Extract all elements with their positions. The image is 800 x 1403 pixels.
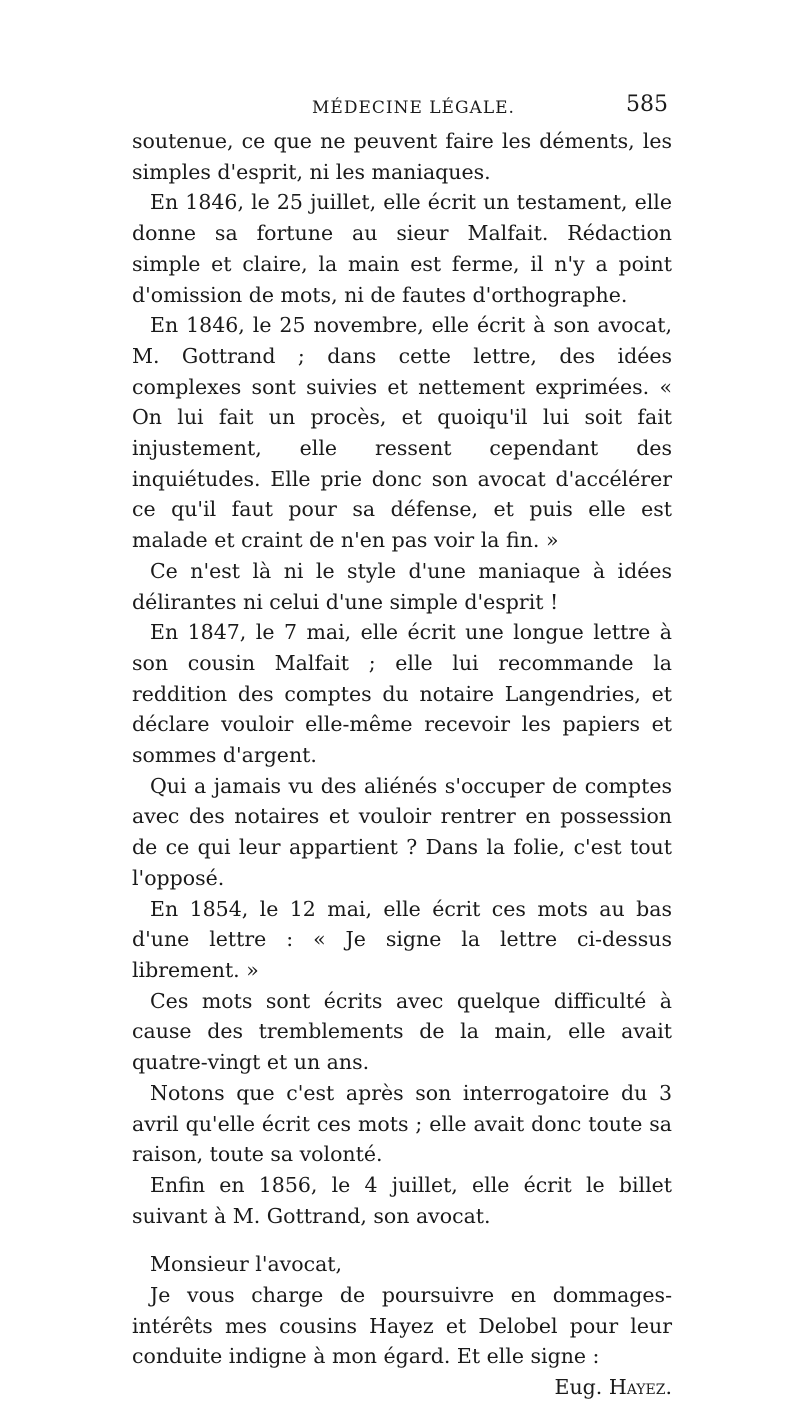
paragraph: Enfin en 1856, le 4 juillet, elle écrit le billet suivant à M. Gottrand, son avocat.	[132, 1172, 672, 1228]
letter-text: Je vous charge de poursuivre en dommages-intérêts mes cousins Hayez et Delobel pour leur conduite indigne à mon égard. Et elle signe :	[132, 1283, 672, 1369]
letter-body	[132, 1280, 672, 1400]
paragraph: soutenue, ce que ne peuvent faire les déments, les simples d'esprit, ni les maniaques.	[132, 129, 672, 184]
page-body	[132, 126, 672, 1403]
paragraph: Ce n'est là ni le style d'une maniaque à idées délirantes ni celui d'une simple d'esprit !	[132, 558, 672, 614]
paragraph: Ces mots sont écrits avec quelque difficulté à cause des tremblements de la main, elle avait quatre-vingt et un ans.	[132, 988, 672, 1075]
paragraph: En 1847, le 7 mai, elle écrit une longue lettre à son cousin Malfait ; elle lui recommande la reddition des comptes du notaire Langendries, et déclare vouloir elle-même recevoir les papiers et sommes d'argent.	[132, 620, 672, 768]
signature-first: Eug.	[554, 1375, 603, 1400]
paragraph: En 1854, le 12 mai, elle écrit ces mots au bas d'une lettre : « Je signe la lettre ci-dessus librement. »	[132, 896, 672, 982]
page-number: 585	[626, 92, 668, 117]
running-title: MÉDECINE LÉGALE.	[312, 98, 515, 118]
paragraph: En 1846, le 25 novembre, elle écrit à son avocat, M. Gottrand ; dans cette lettre, des idées complexes sont suivies et nettement exprimées. « On lui fait un procès, et quoiqu'il lui soit fait injustement, elle ressent cependant des inquiétudes. Elle prie donc son avocat d'accélérer ce qu'il faut pour sa défense, et puis elle est malade et craint de n'en pas voir la fin. »	[132, 313, 672, 553]
signature-last: Hayez.	[608, 1375, 672, 1400]
paragraph: Qui a jamais vu des aliénés s'occuper de comptes avec des notaires et vouloir rentrer en possession de ce qui leur appartient ? Dans la folie, c'est tout l'opposé.	[132, 773, 672, 890]
paragraph: Notons que c'est après son interrogatoire du 3 avril qu'elle écrit ces mots ; elle avait donc toute sa raison, toute sa volonté.	[132, 1080, 672, 1167]
letter-salutation: Monsieur l'avocat,	[150, 1252, 343, 1277]
letter-signature	[537, 1372, 672, 1403]
paragraph: En 1846, le 25 juillet, elle écrit un testament, elle donne sa fortune au sieur Malfait. Rédaction simple et claire, la main est ferme, il n'y a point d'omission de mots, ni de fautes d'orthographe.	[132, 190, 672, 307]
running-header	[132, 92, 672, 128]
